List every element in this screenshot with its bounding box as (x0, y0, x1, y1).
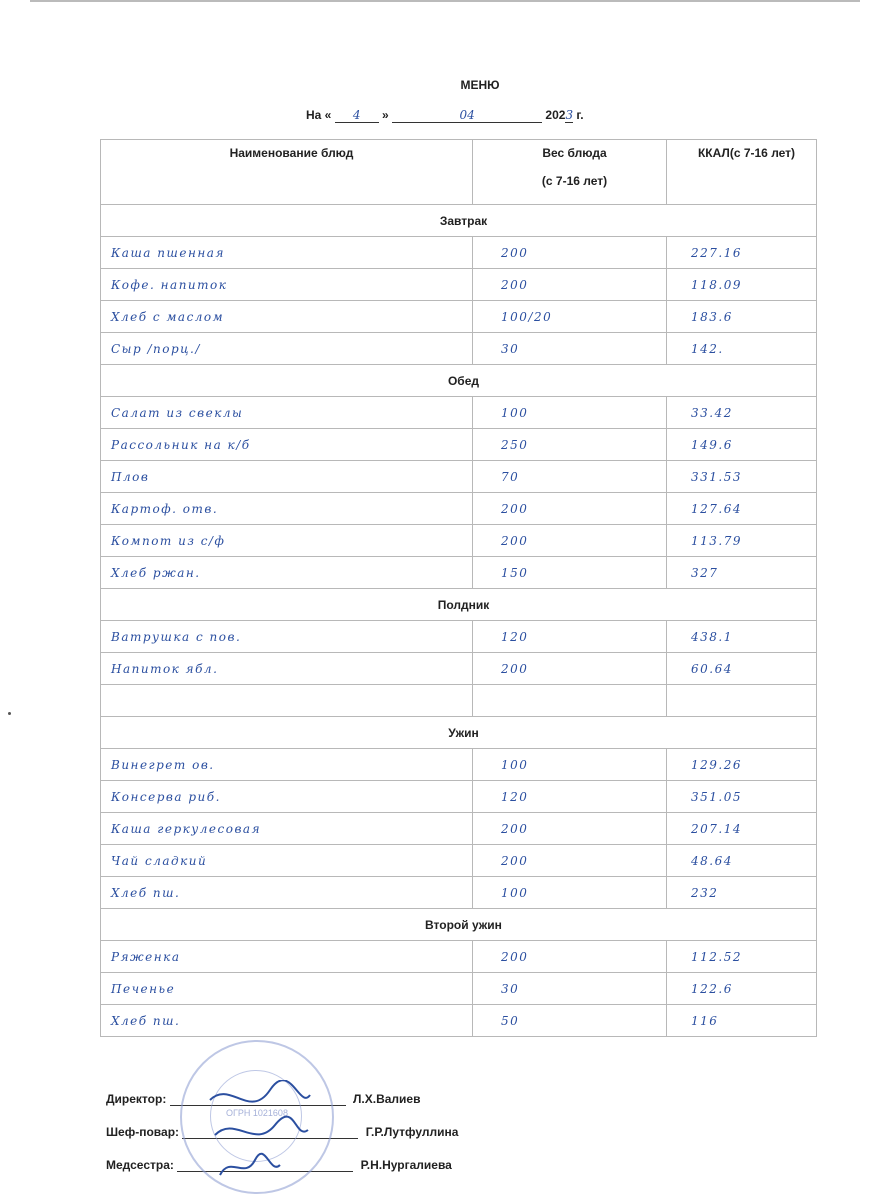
table-row (101, 653, 817, 685)
col-header-weight: Вес блюда (с 7-16 лет) (473, 140, 667, 205)
dish-cell: Ряженка (101, 941, 473, 973)
kcal-cell: 142. (667, 333, 817, 365)
kcal-cell: 438.1 (667, 621, 817, 653)
weight-cell: 150 (473, 557, 667, 589)
dish-cell: Хлеб ржан. (101, 557, 473, 589)
section-title: Обед (101, 365, 817, 397)
dish-cell: Каша пшенная (101, 237, 473, 269)
stamp-text: ОГРН 1021608 (226, 1108, 288, 1118)
signature-name: Л.Х.Валиев (353, 1092, 421, 1106)
weight-cell: 100 (473, 877, 667, 909)
dish-cell (101, 685, 473, 717)
table-row (101, 973, 817, 1005)
weight-cell: 50 (473, 1005, 667, 1037)
table-row (101, 813, 817, 845)
table-row (101, 685, 817, 717)
kcal-cell: 183.6 (667, 301, 817, 333)
weight-cell: 200 (473, 237, 667, 269)
weight-cell: 100 (473, 397, 667, 429)
table-row (101, 237, 817, 269)
top-edge-line (30, 0, 860, 2)
kcal-cell: 327 (667, 557, 817, 589)
table-row (101, 557, 817, 589)
dish-cell: Хлеб с маслом (101, 301, 473, 333)
weight-cell: 200 (473, 813, 667, 845)
weight-cell: 30 (473, 973, 667, 1005)
dish-cell: Печенье (101, 973, 473, 1005)
date-month: 04 (392, 108, 542, 123)
section-row (101, 589, 817, 621)
table-row (101, 781, 817, 813)
table-row (101, 845, 817, 877)
weight-cell: 200 (473, 525, 667, 557)
date-prefix: На « (306, 108, 332, 122)
menu-table (100, 139, 817, 1037)
weight-cell: 120 (473, 621, 667, 653)
kcal-cell: 232 (667, 877, 817, 909)
year-digit: 3 (565, 108, 574, 122)
weight-cell: 200 (473, 493, 667, 525)
dish-cell: Хлеб пш. (101, 877, 473, 909)
dish-cell: Хлеб пш. (101, 1005, 473, 1037)
dish-cell: Чай сладкий (101, 845, 473, 877)
kcal-cell: 122.6 (667, 973, 817, 1005)
table-row (101, 493, 817, 525)
year-suffix: г. (573, 108, 584, 122)
kcal-cell (667, 685, 817, 717)
kcal-cell: 149.6 (667, 429, 817, 461)
weight-cell: 200 (473, 269, 667, 301)
section-row (101, 909, 817, 941)
table-row (101, 1005, 817, 1037)
dish-cell: Рассольник на к/б (101, 429, 473, 461)
dish-cell: Кофе. напиток (101, 269, 473, 301)
signature-role: Медсестра: (106, 1158, 174, 1172)
date-mid: » (382, 108, 389, 122)
dish-cell: Консерва риб. (101, 781, 473, 813)
weight-cell: 70 (473, 461, 667, 493)
dish-cell: Салат из свеклы (101, 397, 473, 429)
table-row (101, 429, 817, 461)
scan-speck (8, 712, 11, 715)
dish-cell: Каша геркулесовая (101, 813, 473, 845)
section-title: Полдник (101, 589, 817, 621)
weight-cell: 200 (473, 941, 667, 973)
table-row (101, 301, 817, 333)
kcal-cell: 227.16 (667, 237, 817, 269)
weight-cell: 200 (473, 653, 667, 685)
kcal-cell: 48.64 (667, 845, 817, 877)
dish-cell: Ватрушка с пов. (101, 621, 473, 653)
weight-cell: 30 (473, 333, 667, 365)
table-row (101, 877, 817, 909)
kcal-cell: 33.42 (667, 397, 817, 429)
date-day: 4 (335, 108, 379, 123)
dish-cell: Винегрет ов. (101, 749, 473, 781)
signature-name: Г.Р.Лутфуллина (365, 1125, 459, 1139)
table-row (101, 333, 817, 365)
section-row (101, 205, 817, 237)
dish-cell: Картоф. отв. (101, 493, 473, 525)
col-header-dish: Наименование блюд (101, 140, 473, 205)
dish-cell: Плов (101, 461, 473, 493)
kcal-cell: 351.05 (667, 781, 817, 813)
table-row (101, 941, 817, 973)
kcal-cell: 207.14 (667, 813, 817, 845)
weight-cell (473, 685, 667, 717)
kcal-cell: 112.52 (667, 941, 817, 973)
table-header-row (101, 140, 817, 205)
table-row (101, 397, 817, 429)
weight-cell: 120 (473, 781, 667, 813)
kcal-cell: 331.53 (667, 461, 817, 493)
signature-name: Р.Н.Нургалиева (360, 1158, 452, 1172)
table-row (101, 269, 817, 301)
year-prefix: 202 (545, 108, 566, 122)
section-title: Второй ужин (101, 909, 817, 941)
handwritten-signatures (200, 1080, 320, 1190)
table-row (101, 461, 817, 493)
section-title: Ужин (101, 717, 817, 749)
weight-cell: 100/20 (473, 301, 667, 333)
page-title: МЕНЮ (460, 78, 500, 92)
weight-cell: 100 (473, 749, 667, 781)
dish-cell: Напиток ябл. (101, 653, 473, 685)
signature-role: Шеф-повар: (106, 1125, 180, 1139)
section-title: Завтрак (101, 205, 817, 237)
section-row (101, 365, 817, 397)
date-line (306, 108, 584, 123)
weight-cell: 200 (473, 845, 667, 877)
table-row (101, 749, 817, 781)
weight-cell: 250 (473, 429, 667, 461)
kcal-cell: 60.64 (667, 653, 817, 685)
kcal-cell: 116 (667, 1005, 817, 1037)
kcal-cell: 127.64 (667, 493, 817, 525)
table-row (101, 621, 817, 653)
dish-cell: Сыр /порц./ (101, 333, 473, 365)
signature-role: Директор: (106, 1092, 167, 1106)
col-header-kcal: ККАЛ(с 7-16 лет) (667, 140, 817, 205)
table-row (101, 525, 817, 557)
kcal-cell: 118.09 (667, 269, 817, 301)
section-row (101, 717, 817, 749)
kcal-cell: 113.79 (667, 525, 817, 557)
dish-cell: Компот из с/ф (101, 525, 473, 557)
kcal-cell: 129.26 (667, 749, 817, 781)
